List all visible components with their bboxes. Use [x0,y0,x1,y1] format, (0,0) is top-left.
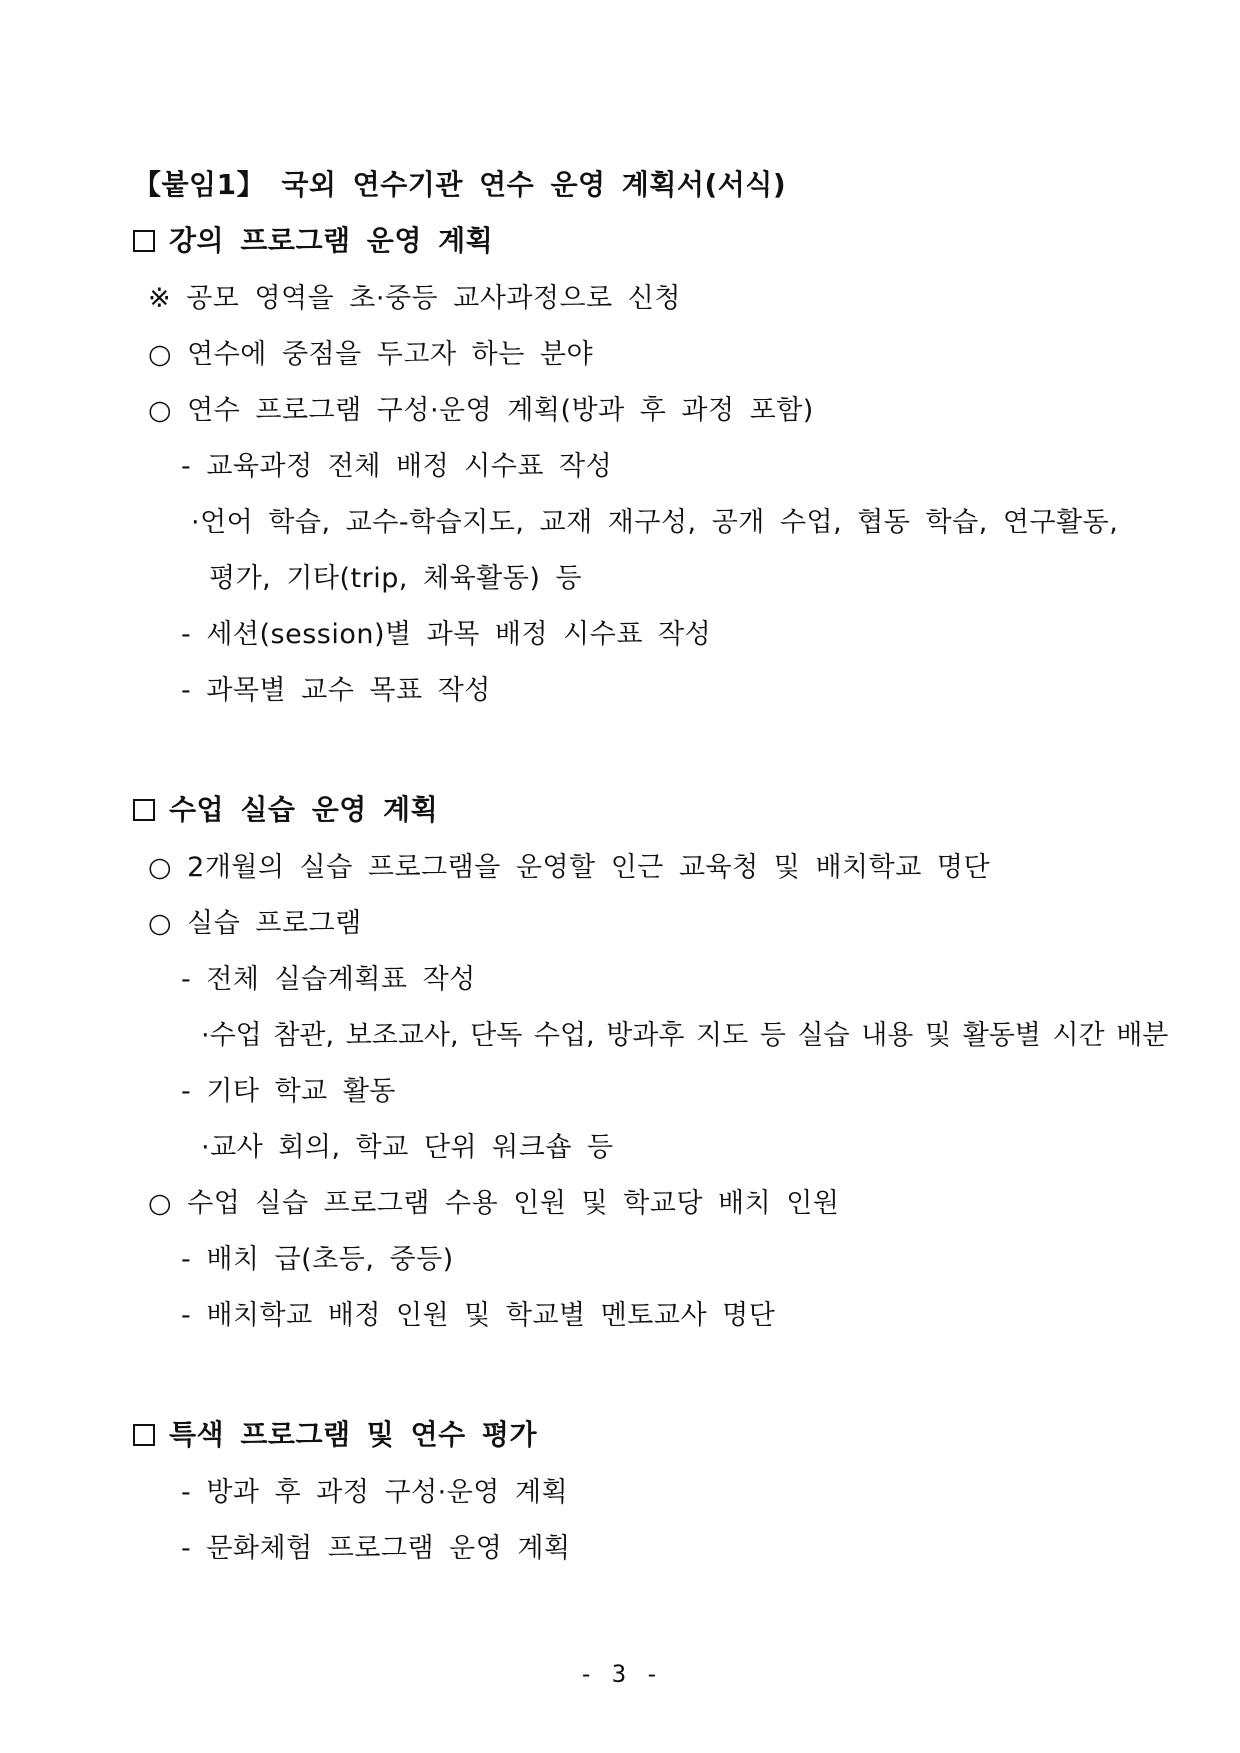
dash-item: - 배치학교 배정 인원 및 학교별 멘토교사 명단 [181,1300,776,1331]
dash-item: - 과목별 교수 목표 작성 [181,675,491,706]
section-heading-lecture-program [133,224,493,258]
note-line: ※ 공모 영역을 초·중등 교사과정으로 신청 [148,283,681,314]
bullet-item: ○ 수업 실습 프로그램 수용 인원 및 학교당 배치 인원 [148,1188,840,1219]
bullet-item: ○ 연수에 중점을 두고자 하는 분야 [148,339,594,370]
dot-item: ·교사 회의, 학교 단위 워크숍 등 [201,1132,614,1163]
checkbox-square-icon [133,1424,155,1446]
dot-item-continued: 평가, 기타(trip, 체육활동) 등 [209,563,583,594]
section-heading-text: 수업 실습 운영 계획 [169,793,439,826]
dash-item: - 세션(session)별 과목 배정 시수표 작성 [181,619,712,650]
bullet-item: ○ 연수 프로그램 구성·운영 계획(방과 후 과정 포함) [148,395,814,426]
dash-item: - 전체 실습계획표 작성 [181,964,476,995]
dash-item: - 교육과정 전체 배정 시수표 작성 [181,451,613,482]
section-heading-special-program [133,1418,537,1452]
page-number: - 3 - [578,1660,662,1688]
dot-item: ·수업 참관, 보조교사, 단독 수업, 방과후 지도 등 실습 내용 및 활동별 시간 배분 [201,1020,1169,1051]
dot-item: ·언어 학습, 교수-학습지도, 교재 재구성, 공개 수업, 협동 학습, 연구활동, [191,507,1119,538]
checkbox-square-icon [133,230,155,252]
section-heading-text: 특색 프로그램 및 연수 평가 [169,1418,538,1451]
section-heading-text: 강의 프로그램 운영 계획 [169,224,494,257]
bullet-item: ○ 실습 프로그램 [148,908,362,939]
bullet-item: ○ 2개월의 실습 프로그램을 운영할 인근 교육청 및 배치학교 명단 [148,852,991,883]
document-title: 【붙임1】 국외 연수기관 연수 운영 계획서(서식) [133,168,787,201]
dash-item: - 문화체험 프로그램 운영 계획 [181,1533,571,1564]
dash-item: - 기타 학교 활동 [181,1076,396,1107]
checkbox-square-icon [133,799,155,821]
dash-item: - 배치 급(초등, 중등) [181,1244,454,1275]
dash-item: - 방과 후 과정 구성·운영 계획 [181,1477,569,1508]
section-heading-teaching-practice [133,793,438,827]
